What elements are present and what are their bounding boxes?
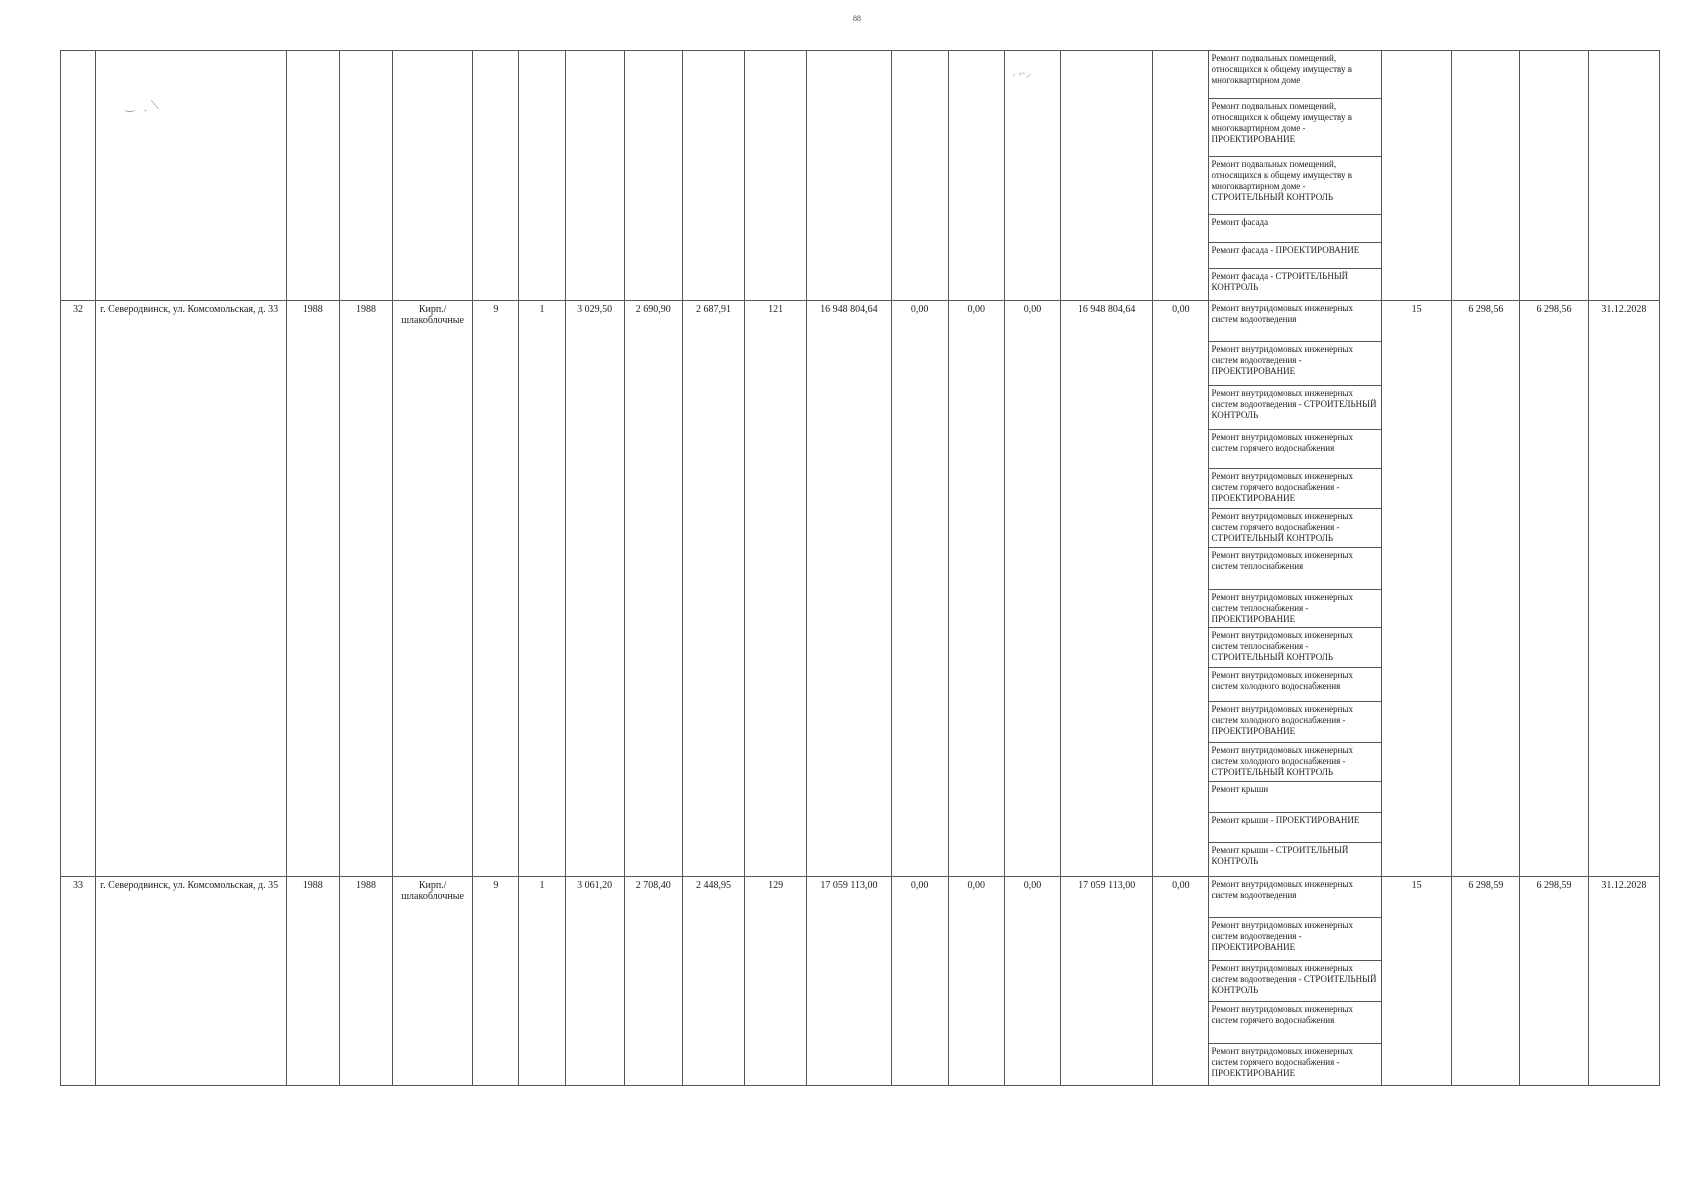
floors-cell: 9 (473, 877, 519, 1086)
cell (96, 51, 287, 301)
cell (682, 51, 744, 301)
cell (339, 51, 392, 301)
col-15-cell: 15 (1382, 301, 1452, 877)
table-row (61, 877, 1660, 918)
work-type-cell: Ремонт внутридомовых инженерных систем горячего водоснабжения - ПРОЕКТИРОВАНИЕ (1209, 469, 1382, 509)
work-type-cell: Ремонт внутридомовых инженерных систем теплоснабжения - СТРОИТЕЛЬНЫЙ КОНТРОЛЬ (1209, 628, 1382, 668)
work-type-cell: Ремонт фасада - СТРОИТЕЛЬНЫЙ КОНТРОЛЬ (1209, 269, 1382, 301)
cost-cell: 0,00 (1004, 877, 1060, 1086)
work-type-cell: Ремонт внутридомовых инженерных систем водоотведения - ПРОЕКТИРОВАНИЕ (1209, 342, 1382, 386)
work-type-cell: Ремонт внутридомовых инженерных систем водоотведения (1209, 301, 1382, 342)
work-type-cell: Ремонт внутридомовых инженерных систем холодного водоснабжения - СТРОИТЕЛЬНЫЙ КОНТРОЛЬ (1209, 743, 1382, 782)
max-cost-cell: 6 298,59 (1520, 877, 1588, 1086)
cost-cell: 0,00 (1004, 301, 1060, 877)
work-type-cell: Ремонт внутридомовых инженерных систем холодного водоснабжения - ПРОЕКТИРОВАНИЕ (1209, 702, 1382, 743)
year-built-cell: 1988 (286, 301, 339, 877)
unit-cost-cell: 6 298,56 (1452, 301, 1520, 877)
work-type-cell: Ремонт подвальных помещений, относящихся к общему имуществу в многоквартирном доме (1209, 51, 1382, 99)
cell (519, 51, 565, 301)
address-cell: г. Северодвинск, ул. Комсомольская, д. 35 (96, 877, 287, 1086)
cell (948, 51, 1004, 301)
cost-cell: 0,00 (948, 301, 1004, 877)
table-row (61, 301, 1660, 342)
work-type-cell: Ремонт крыши - ПРОЕКТИРОВАНИЕ (1209, 813, 1382, 843)
year-built-cell: 1988 (286, 877, 339, 1086)
row-number: 32 (61, 301, 96, 877)
cell (624, 51, 682, 301)
work-type-cell: Ремонт внутридомовых инженерных систем теплоснабжения (1209, 548, 1382, 590)
wall-material-cell: Кирп./ шлакоблочные (393, 877, 473, 1086)
work-type-cell: Ремонт внутридомовых инженерных систем холодного водоснабжения (1209, 668, 1382, 702)
cell (807, 51, 891, 301)
work-type-cell: Ремонт внутридомовых инженерных систем водоотведения (1209, 877, 1382, 918)
deadline-cell: 31.12.2028 (1588, 877, 1659, 1086)
cell (1452, 51, 1520, 301)
scan-mark: ‿ ˎ ⟍ (125, 98, 160, 112)
work-type-cell: Ремонт внутридомовых инженерных систем горячего водоснабжения (1209, 1002, 1382, 1044)
cost-total-cell: 16 948 804,64 (807, 301, 891, 877)
cost-cell: 0,00 (891, 301, 948, 877)
page-number: 88 (853, 14, 861, 23)
cost-cell: 0,00 (1153, 301, 1209, 877)
residents-cell: 129 (745, 877, 807, 1086)
work-type-cell: Ремонт внутридомовых инженерных систем горячего водоснабжения (1209, 430, 1382, 469)
cost-cell: 0,00 (891, 877, 948, 1086)
area-cell: 2 708,40 (624, 877, 682, 1086)
cell (565, 51, 624, 301)
work-type-cell: Ремонт внутридомовых инженерных систем водоотведения - ПРОЕКТИРОВАНИЕ (1209, 918, 1382, 961)
work-type-cell: Ремонт внутридомовых инженерных систем теплоснабжения - ПРОЕКТИРОВАНИЕ (1209, 590, 1382, 628)
address-cell: г. Северодвинск, ул. Комсомольская, д. 33 (96, 301, 287, 877)
scan-mark: ˒ ⌐⸝ (1012, 66, 1032, 80)
deadline-cell: 31.12.2028 (1588, 301, 1659, 877)
cell (1061, 51, 1153, 301)
entrances-cell: 1 (519, 301, 565, 877)
area-cell: 2 690,90 (624, 301, 682, 877)
total-area-cell: 3 061,20 (565, 877, 624, 1086)
cost-owners-cell: 17 059 113,00 (1061, 877, 1153, 1086)
work-type-cell: Ремонт внутридомовых инженерных систем водоотведения - СТРОИТЕЛЬНЫЙ КОНТРОЛЬ (1209, 386, 1382, 430)
floors-cell: 9 (473, 301, 519, 877)
cost-cell: 0,00 (948, 877, 1004, 1086)
cell (1520, 51, 1588, 301)
cost-total-cell: 17 059 113,00 (807, 877, 891, 1086)
cell (745, 51, 807, 301)
row-number: 33 (61, 877, 96, 1086)
area-cell: 2 448,95 (682, 877, 744, 1086)
capital-repair-table (60, 50, 1660, 1086)
residents-cell: 121 (745, 301, 807, 877)
work-type-cell: Ремонт подвальных помещений, относящихся к общему имуществу в многоквартирном доме - ПРОЕКТИРОВАНИЕ (1209, 99, 1382, 157)
cell (891, 51, 948, 301)
total-area-cell: 3 029,50 (565, 301, 624, 877)
work-type-cell: Ремонт крыши - СТРОИТЕЛЬНЫЙ КОНТРОЛЬ (1209, 843, 1382, 877)
cell (1588, 51, 1659, 301)
cell (286, 51, 339, 301)
work-type-cell: Ремонт фасада (1209, 215, 1382, 243)
work-type-cell: Ремонт подвальных помещений, относящихся к общему имуществу в многоквартирном доме - СТРОИТЕЛЬНЫЙ КОНТРОЛЬ (1209, 157, 1382, 215)
year-commissioned-cell: 1988 (339, 877, 392, 1086)
table-row (61, 51, 1660, 99)
cell (473, 51, 519, 301)
cell (61, 51, 96, 301)
wall-material-cell: Кирп./ шлакоблочные (393, 301, 473, 877)
work-type-cell: Ремонт внутридомовых инженерных систем горячего водоснабжения - СТРОИТЕЛЬНЫЙ КОНТРОЛЬ (1209, 509, 1382, 548)
work-type-cell: Ремонт крыши (1209, 782, 1382, 813)
max-cost-cell: 6 298,56 (1520, 301, 1588, 877)
cost-cell: 0,00 (1153, 877, 1209, 1086)
cell (1382, 51, 1452, 301)
cell (1004, 51, 1060, 301)
work-type-cell: Ремонт внутридомовых инженерных систем водоотведения - СТРОИТЕЛЬНЫЙ КОНТРОЛЬ (1209, 961, 1382, 1002)
work-type-cell: Ремонт внутридомовых инженерных систем горячего водоснабжения - ПРОЕКТИРОВАНИЕ (1209, 1044, 1382, 1086)
cell (1153, 51, 1209, 301)
entrances-cell: 1 (519, 877, 565, 1086)
year-commissioned-cell: 1988 (339, 301, 392, 877)
work-type-cell: Ремонт фасада - ПРОЕКТИРОВАНИЕ (1209, 243, 1382, 269)
col-15-cell: 15 (1382, 877, 1452, 1086)
area-cell: 2 687,91 (682, 301, 744, 877)
cell (393, 51, 473, 301)
unit-cost-cell: 6 298,59 (1452, 877, 1520, 1086)
cost-owners-cell: 16 948 804,64 (1061, 301, 1153, 877)
